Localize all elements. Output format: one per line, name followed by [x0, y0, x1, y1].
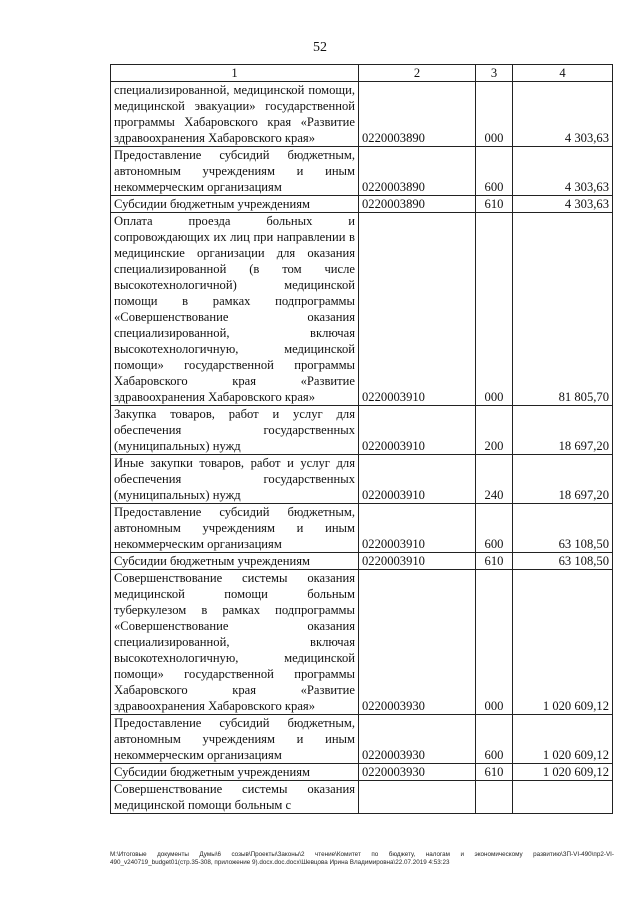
row-amount-cell: 18 697,20	[513, 406, 613, 455]
table-row	[111, 781, 613, 814]
row-amount-cell: 4 303,63	[513, 196, 613, 213]
row-amount-cell: 1 020 609,12	[513, 715, 613, 764]
row-code-cell: 0220003910	[359, 455, 476, 504]
row-amount-cell: 4 303,63	[513, 82, 613, 147]
column-header-2: 2	[359, 65, 476, 82]
table-row	[111, 82, 613, 147]
table-row	[111, 504, 613, 553]
budget-table	[110, 64, 613, 814]
row-name-cell: Предоставление субсидий бюджетным, автономным учреждениям и иным некоммерческим организациям	[111, 504, 359, 553]
row-name-cell: Совершенствование системы оказания медицинской помощи больным туберкулезом в рамках подпрограммы «Совершенствование оказания специализированной, включая высокотехнологичную, медицинской помощи» государственной программы Хабаровского края «Развитие здравоохранения Хабаровского края»	[111, 570, 359, 715]
row-code-cell: 0220003910	[359, 213, 476, 406]
row-amount-cell: 18 697,20	[513, 455, 613, 504]
row-code-cell: 0220003910	[359, 406, 476, 455]
row-name-cell: Совершенствование системы оказания медицинской помощи больным с	[111, 781, 359, 814]
row-expense-type-cell: 000	[476, 570, 513, 715]
row-expense-type-cell: 600	[476, 504, 513, 553]
column-header-4: 4	[513, 65, 613, 82]
row-amount-cell: 63 108,50	[513, 553, 613, 570]
table-row	[111, 553, 613, 570]
row-code-cell	[359, 781, 476, 814]
row-expense-type-cell: 240	[476, 455, 513, 504]
row-name-cell: Субсидии бюджетным учреждениям	[111, 764, 359, 781]
table-body	[111, 82, 613, 814]
row-name-cell: специализированной, медицинской помощи, медицинской эвакуации» государственной программы Хабаровского края «Развитие здравоохранения Хабаровского края»	[111, 82, 359, 147]
table-row	[111, 764, 613, 781]
row-amount-cell: 4 303,63	[513, 147, 613, 196]
row-amount-cell: 63 108,50	[513, 504, 613, 553]
row-expense-type-cell: 000	[476, 213, 513, 406]
row-code-cell: 0220003910	[359, 553, 476, 570]
row-expense-type-cell: 600	[476, 147, 513, 196]
column-header-3: 3	[476, 65, 513, 82]
row-name-cell: Оплата проезда больных и сопровождающих их лиц при направлении в медицинские организации для оказания специализированной (в том числе высокотехнологичной) медицинской помощи в рамках подпрограммы «Совершенствование оказания специализированной, включая высокотехнологичную, медицинской помощи» государственной программы Хабаровского края «Развитие здравоохранения Хабаровского края»	[111, 213, 359, 406]
row-expense-type-cell: 600	[476, 715, 513, 764]
row-code-cell: 0220003930	[359, 570, 476, 715]
row-name-cell: Предоставление субсидий бюджетным, автономным учреждениям и иным некоммерческим организациям	[111, 715, 359, 764]
table-row	[111, 570, 613, 715]
table-row	[111, 455, 613, 504]
row-expense-type-cell	[476, 781, 513, 814]
row-name-cell: Субсидии бюджетным учреждениям	[111, 196, 359, 213]
table-row	[111, 406, 613, 455]
row-name-cell: Закупка товаров, работ и услуг для обеспечения государственных (муниципальных) нужд	[111, 406, 359, 455]
row-code-cell: 0220003890	[359, 147, 476, 196]
table-row	[111, 196, 613, 213]
row-amount-cell: 1 020 609,12	[513, 570, 613, 715]
row-expense-type-cell: 000	[476, 82, 513, 147]
table-row	[111, 715, 613, 764]
row-code-cell: 0220003890	[359, 82, 476, 147]
row-amount-cell: 81 805,70	[513, 213, 613, 406]
row-expense-type-cell: 610	[476, 196, 513, 213]
table-header-row	[111, 65, 613, 82]
row-expense-type-cell: 200	[476, 406, 513, 455]
table-row	[111, 147, 613, 196]
row-code-cell: 0220003890	[359, 196, 476, 213]
row-code-cell: 0220003910	[359, 504, 476, 553]
column-header-1: 1	[111, 65, 359, 82]
row-code-cell: 0220003930	[359, 715, 476, 764]
row-name-cell: Предоставление субсидий бюджетным, автономным учреждениям и иным некоммерческим организациям	[111, 147, 359, 196]
row-expense-type-cell: 610	[476, 553, 513, 570]
row-code-cell: 0220003930	[359, 764, 476, 781]
row-expense-type-cell: 610	[476, 764, 513, 781]
row-name-cell: Иные закупки товаров, работ и услуг для обеспечения государственных (муниципальных) нужд	[111, 455, 359, 504]
row-amount-cell	[513, 781, 613, 814]
document-file-path: M:\Итоговые документы Думы\6 созыв\Проекты\Законы\2 чтение\Комитет по бюджету, налогам и экономическому развитию\ЗП-VI-490\пр2-VI-490_v240719_budget01(стр.35-308, приложение 9).docx.doc.docx\Шевцова Ирина Владимировна\22.07.2019 4:53:23	[110, 851, 614, 866]
row-amount-cell: 1 020 609,12	[513, 764, 613, 781]
table-row	[111, 213, 613, 406]
row-name-cell: Субсидии бюджетным учреждениям	[111, 553, 359, 570]
page-number: 52	[313, 40, 327, 55]
